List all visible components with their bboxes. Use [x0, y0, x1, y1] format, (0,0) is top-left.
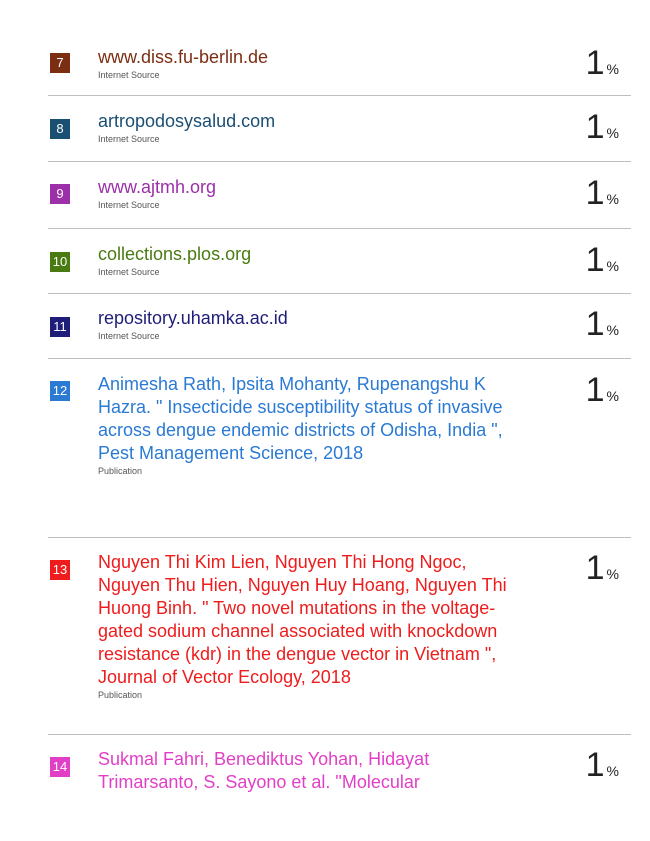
source-type: Publication [98, 466, 143, 476]
percent-sign: % [606, 388, 619, 404]
source-index-badge: 10 [50, 252, 70, 272]
source-percent [586, 373, 619, 407]
source-row [48, 294, 631, 359]
source-percent [586, 110, 619, 144]
percent-sign: % [606, 322, 619, 338]
source-title-link[interactable]: Nguyen Thi Kim Lien, Nguyen Thi Hong Ngoc, Nguyen Thu Hien, Nguyen Huy Hoang, Nguyen Thi Huong Binh. " Two novel mutations in the voltage-gated sodium channel associated with knockdown resistance (kdr) in the dengue vector in Vietnam ", Journal of Vector Ecology, 2018 [98, 552, 507, 687]
source-percent [586, 46, 619, 80]
source-row [48, 735, 631, 805]
source-percent [586, 551, 619, 585]
source-title-link[interactable]: Sukmal Fahri, Benediktus Yohan, Hidayat Trimarsanto, S. Sayono et al. "Molecular [98, 749, 430, 792]
source-type: Internet Source [98, 267, 160, 277]
percent-sign: % [606, 125, 619, 141]
source-row [48, 38, 631, 96]
source-index-badge: 14 [50, 757, 70, 777]
source-row [48, 162, 631, 229]
source-title-link[interactable]: www.ajtmh.org [98, 177, 217, 197]
source-index-badge: 7 [50, 53, 70, 73]
source-percent [586, 748, 619, 782]
percent-sign: % [606, 258, 619, 274]
source-index-badge: 9 [50, 184, 70, 204]
source-index-badge: 11 [50, 317, 70, 337]
percent-value: 1 [585, 549, 605, 587]
source-type: Publication [98, 690, 143, 700]
source-row [48, 359, 631, 538]
source-type: Internet Source [98, 134, 160, 144]
source-title-link[interactable]: www.diss.fu-berlin.de [98, 47, 269, 67]
source-percent [586, 243, 619, 277]
percent-value: 1 [585, 746, 605, 784]
percent-value: 1 [585, 108, 605, 146]
source-type: Internet Source [98, 200, 160, 210]
source-percent [586, 307, 619, 341]
source-index-badge: 12 [50, 381, 70, 401]
percent-value: 1 [585, 305, 605, 343]
percent-sign: % [606, 763, 619, 779]
source-list [48, 38, 631, 805]
percent-value: 1 [585, 371, 605, 409]
source-row [48, 96, 631, 162]
percent-value: 1 [585, 241, 605, 279]
source-row [48, 229, 631, 294]
source-title-link[interactable]: Animesha Rath, Ipsita Mohanty, Rupenangshu K Hazra. " Insecticide susceptibility status of invasive across dengue endemic districts of Odisha, India ", Pest Management Science, 2018 [98, 374, 503, 463]
percent-sign: % [606, 191, 619, 207]
source-type: Internet Source [98, 331, 160, 341]
source-title-link[interactable]: artropodosysalud.com [98, 111, 276, 131]
percent-sign: % [606, 61, 619, 77]
source-row [48, 538, 631, 735]
percent-value: 1 [585, 44, 605, 82]
percent-value: 1 [585, 174, 605, 212]
source-type: Internet Source [98, 70, 160, 80]
source-percent [586, 176, 619, 210]
source-title-link[interactable]: collections.plos.org [98, 244, 252, 264]
percent-sign: % [606, 566, 619, 582]
source-title-link[interactable]: repository.uhamka.ac.id [98, 308, 288, 328]
source-index-badge: 8 [50, 119, 70, 139]
source-index-badge: 13 [50, 560, 70, 580]
